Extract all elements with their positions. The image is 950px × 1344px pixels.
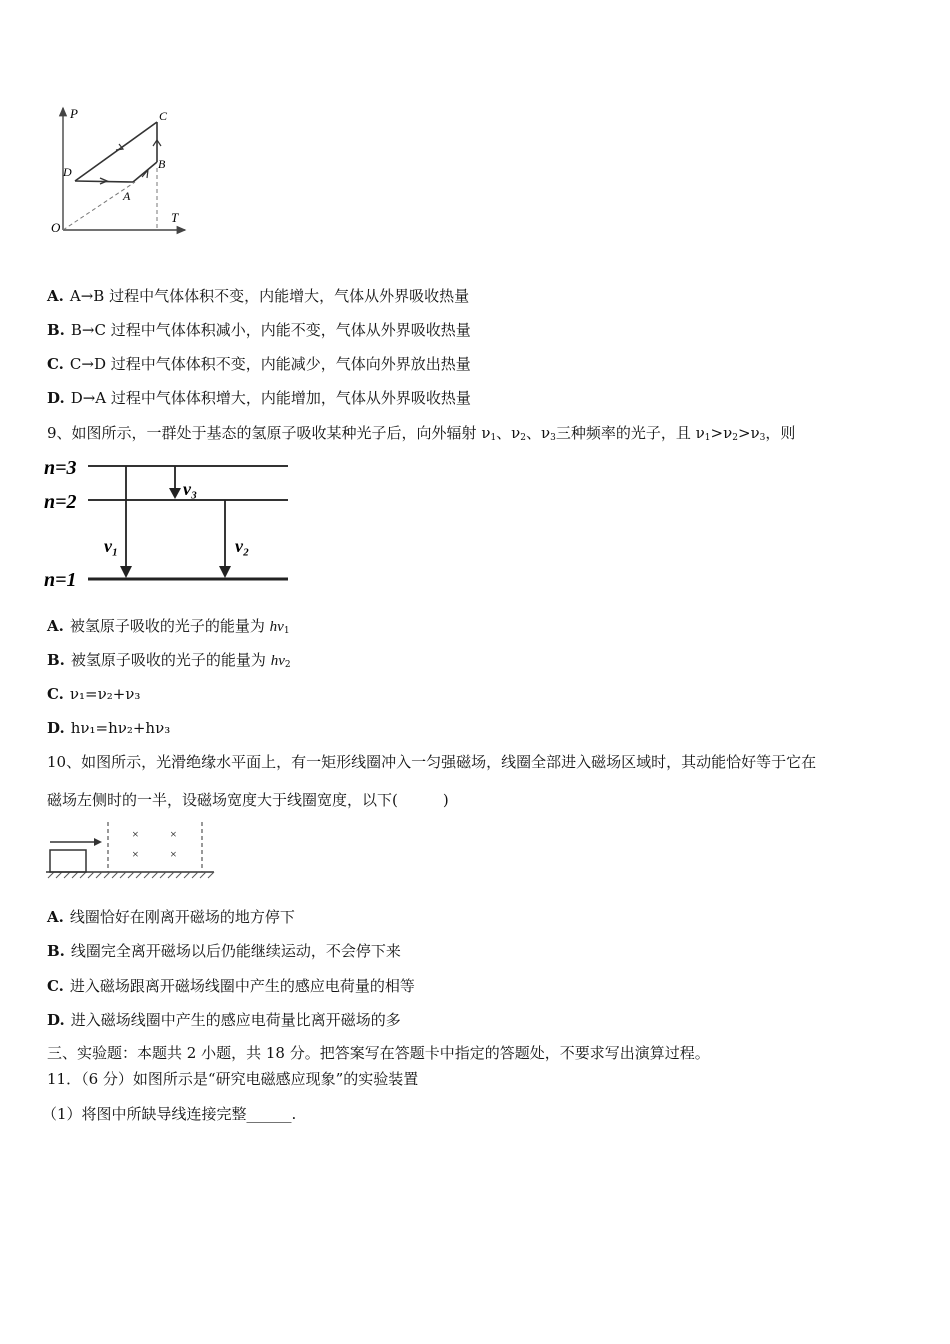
field-mark: × (170, 847, 177, 861)
label-n2: n=2 (44, 491, 77, 513)
q8-option-d[interactable]: D. D→A 过程中气体体积增大，内能增加，气体从外界吸收热量 (47, 389, 471, 407)
velocity-arrowhead (94, 838, 102, 846)
segment-ab (133, 162, 157, 182)
q10-stem-line1: 10、如图所示，光滑绝缘水平面上，有一矩形线圈冲入一匀强磁场，线圈全部进入磁场区域时，其动能恰好等于它在 (47, 753, 817, 771)
label-n1: n=1 (44, 569, 77, 591)
label-p: P (70, 106, 78, 121)
q10-stem-line2: 磁场左侧时的一半，设磁场宽度大于线圈宽度，以下( ) (47, 791, 449, 809)
label-nu3: ν₃ (183, 479, 198, 499)
arrowhead-nu3 (169, 488, 181, 499)
q8-option-a[interactable]: A. A→B 过程中气体体积不变，内能增大，气体从外界吸收热量 (47, 287, 470, 305)
label-o: O (51, 220, 61, 235)
q9-option-d[interactable]: D. hν₁=hν₂+hν₃ (47, 719, 171, 737)
pt-diagram (45, 100, 195, 240)
coil-field-diagram (44, 820, 216, 882)
label-d: D (63, 165, 72, 179)
q11-part1: （1）将图中所缺导线连接完整______. (42, 1105, 297, 1123)
label-t: T (171, 210, 179, 225)
label-a: A (123, 189, 131, 203)
q10-option-c[interactable]: C. 进入磁场跟离开磁场线圈中产生的感应电荷量的相等 (47, 977, 415, 995)
q10-option-d[interactable]: D. 进入磁场线圈中产生的感应电荷量比离开磁场的多 (47, 1011, 401, 1029)
q9-option-a[interactable]: A. 被氢原子吸收的光子的能量为 $h\nu_1$ (47, 617, 290, 636)
field-mark: × (170, 827, 177, 841)
arrowhead-nu1 (120, 566, 132, 578)
arrow-cd (116, 144, 123, 150)
label-nu2: ν₂ (235, 536, 250, 556)
q8-option-c[interactable]: C. C→D 过程中气体体积不变，内能减少，气体向外界放出热量 (47, 355, 471, 373)
q11-stem: 11．（6 分）如图所示是“研究电磁感应现象”的实验装置 (47, 1070, 419, 1088)
energy-level-diagram (42, 452, 292, 592)
label-b: B (158, 157, 166, 171)
q9-stem: 9、如图所示，一群处于基态的氢原子吸收某种光子后，向外辐射 $\nu_1$、$\nu_2$、$\nu_3$三种频率的光子，且 $\nu_1>\nu_2>\nu_3$，则 (47, 424, 796, 443)
q8-option-b[interactable]: B. B→C 过程中气体体积减小，内能不变，气体从外界吸收热量 (47, 321, 471, 339)
q9-option-b[interactable]: B. 被氢原子吸收的光子的能量为 $h\nu_2$ (47, 651, 291, 670)
rectangular-coil (50, 850, 86, 872)
ground-hatching (48, 872, 214, 878)
label-nu1: ν₁ (104, 536, 119, 556)
arrowhead-nu2 (219, 566, 231, 578)
section3-title: 三、实验题：本题共 2 小题，共 18 分。把答案写在答题卡中指定的答题处，不要求写出演算过程。 (47, 1044, 710, 1062)
label-c: C (159, 109, 168, 123)
q10-option-b[interactable]: B. 线圈完全离开磁场以后仍能继续运动，不会停下来 (47, 942, 401, 960)
q9-option-c[interactable]: C. ν₁=ν₂+ν₃ (47, 685, 141, 703)
field-mark: × (132, 847, 139, 861)
q10-option-a[interactable]: A. 线圈恰好在刚离开磁场的地方停下 (47, 908, 295, 926)
field-mark: × (132, 827, 139, 841)
label-n3: n=3 (44, 457, 77, 479)
